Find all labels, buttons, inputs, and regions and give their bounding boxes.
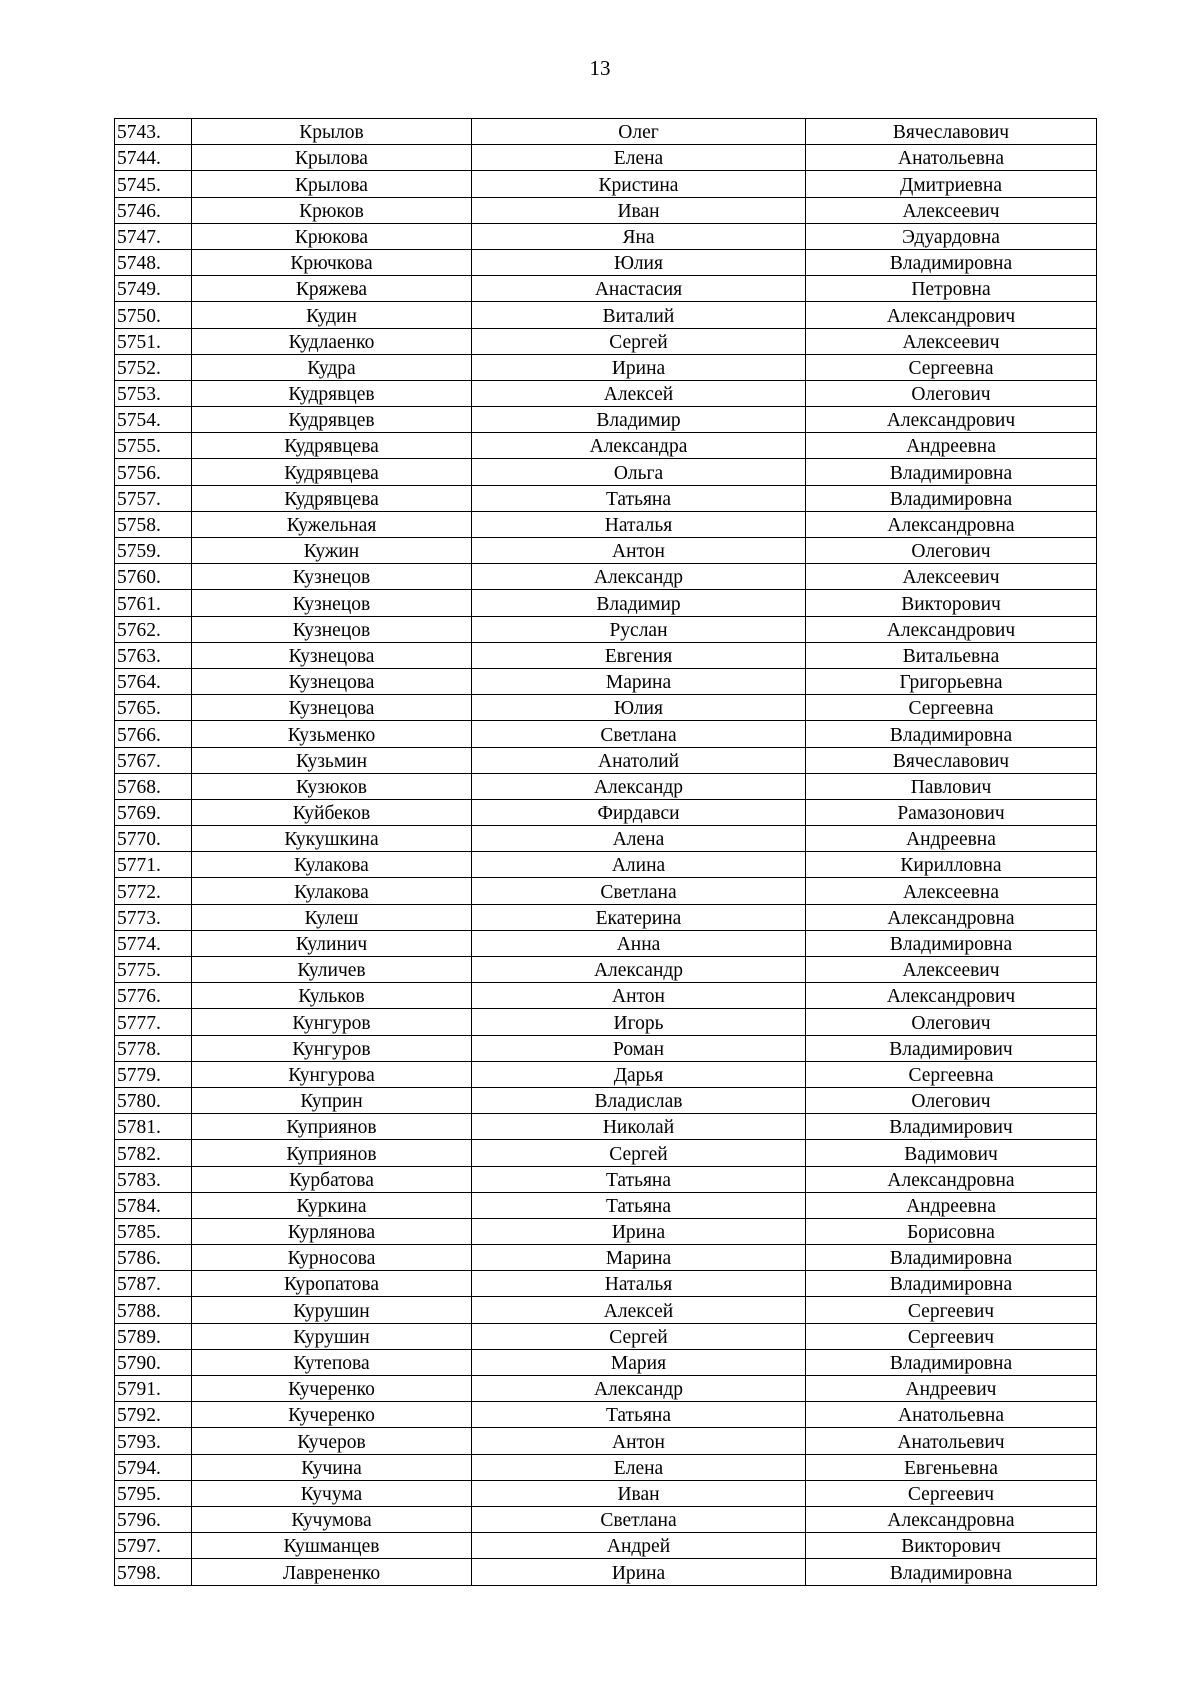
table-row [115,668,1097,694]
last-name-cell: Курбатова [192,1166,472,1192]
last-name-cell: Кузнецова [192,668,472,694]
row-number: 5789. [115,1323,192,1349]
first-name-cell: Марина [472,668,806,694]
patronymic-cell: Александрович [806,407,1097,433]
table-row [115,433,1097,459]
first-name-cell: Антон [472,983,806,1009]
last-name-cell: Куприянов [192,1114,472,1140]
patronymic-cell: Александровна [806,511,1097,537]
row-number: 5759. [115,538,192,564]
first-name-cell: Дарья [472,1061,806,1087]
row-number: 5783. [115,1166,192,1192]
last-name-cell: Курлянова [192,1218,472,1244]
patronymic-cell: Олегович [806,380,1097,406]
row-number: 5767. [115,747,192,773]
table-row [115,878,1097,904]
patronymic-cell: Владимировна [806,930,1097,956]
first-name-cell: Яна [472,223,806,249]
row-number: 5765. [115,695,192,721]
row-number: 5782. [115,1140,192,1166]
row-number: 5751. [115,328,192,354]
first-name-cell: Николай [472,1114,806,1140]
table-row [115,485,1097,511]
table-row [115,538,1097,564]
table-row [115,1009,1097,1035]
row-number: 5764. [115,668,192,694]
first-name-cell: Александр [472,773,806,799]
row-number: 5755. [115,433,192,459]
last-name-cell: Крылова [192,171,472,197]
table-row [115,171,1097,197]
last-name-cell: Кучумова [192,1506,472,1532]
first-name-cell: Мария [472,1349,806,1375]
row-number: 5754. [115,407,192,433]
patronymic-cell: Андреевна [806,433,1097,459]
row-number: 5752. [115,354,192,380]
last-name-cell: Кудра [192,354,472,380]
table-row [115,1140,1097,1166]
row-number: 5786. [115,1245,192,1271]
patronymic-cell: Сергеевна [806,695,1097,721]
first-name-cell: Татьяна [472,1166,806,1192]
last-name-cell: Кузюков [192,773,472,799]
last-name-cell: Куприянов [192,1140,472,1166]
first-name-cell: Руслан [472,616,806,642]
first-name-cell: Александра [472,433,806,459]
last-name-cell: Кульков [192,983,472,1009]
first-name-cell: Татьяна [472,485,806,511]
patronymic-cell: Вадимович [806,1140,1097,1166]
row-number: 5795. [115,1480,192,1506]
first-name-cell: Андрей [472,1533,806,1559]
row-number: 5762. [115,616,192,642]
row-number: 5771. [115,852,192,878]
first-name-cell: Ирина [472,1218,806,1244]
last-name-cell: Кудин [192,302,472,328]
row-number: 5778. [115,1035,192,1061]
first-name-cell: Александр [472,564,806,590]
row-number: 5774. [115,930,192,956]
patronymic-cell: Владимировна [806,1349,1097,1375]
last-name-cell: Куропатова [192,1271,472,1297]
last-name-cell: Кучума [192,1480,472,1506]
first-name-cell: Светлана [472,878,806,904]
patronymic-cell: Александрович [806,983,1097,1009]
first-name-cell: Антон [472,1428,806,1454]
row-number: 5793. [115,1428,192,1454]
last-name-cell: Кунгурова [192,1061,472,1087]
patronymic-cell: Олегович [806,1087,1097,1113]
first-name-cell: Екатерина [472,904,806,930]
first-name-cell: Фирдавси [472,799,806,825]
first-name-cell: Светлана [472,721,806,747]
first-name-cell: Олег [472,119,806,145]
first-name-cell: Светлана [472,1506,806,1532]
table-row [115,1245,1097,1271]
last-name-cell: Кузнецов [192,590,472,616]
row-number: 5788. [115,1297,192,1323]
first-name-cell: Елена [472,145,806,171]
row-number: 5797. [115,1533,192,1559]
row-number: 5784. [115,1192,192,1218]
first-name-cell: Сергей [472,1323,806,1349]
first-name-cell: Иван [472,1480,806,1506]
table-row [115,1402,1097,1428]
table-row [115,1035,1097,1061]
first-name-cell: Александр [472,1376,806,1402]
patronymic-cell: Владимировна [806,459,1097,485]
table-row [115,616,1097,642]
row-number: 5780. [115,1087,192,1113]
table-row [115,930,1097,956]
first-name-cell: Юлия [472,695,806,721]
first-name-cell: Марина [472,1245,806,1271]
row-number: 5796. [115,1506,192,1532]
patronymic-cell: Кирилловна [806,852,1097,878]
first-name-cell: Юлия [472,249,806,275]
last-name-cell: Кулинич [192,930,472,956]
patronymic-cell: Александрович [806,616,1097,642]
last-name-cell: Кудрявцев [192,380,472,406]
last-name-cell: Кудлаенко [192,328,472,354]
patronymic-cell: Евгеньевна [806,1454,1097,1480]
table-row [115,695,1097,721]
row-number: 5790. [115,1349,192,1375]
last-name-cell: Крюков [192,197,472,223]
table-row [115,590,1097,616]
patronymic-cell: Алексеевич [806,564,1097,590]
table-row [115,1454,1097,1480]
patronymic-cell: Сергеевич [806,1480,1097,1506]
patronymic-cell: Владимирович [806,1035,1097,1061]
first-name-cell: Ирина [472,354,806,380]
last-name-cell: Куприн [192,1087,472,1113]
row-number: 5769. [115,799,192,825]
row-number: 5758. [115,511,192,537]
table-row [115,852,1097,878]
row-number: 5750. [115,302,192,328]
table-row [115,1376,1097,1402]
last-name-cell: Кузьмин [192,747,472,773]
table-row [115,302,1097,328]
patronymic-cell: Владимировна [806,721,1097,747]
row-number: 5768. [115,773,192,799]
row-number: 5792. [115,1402,192,1428]
patronymic-cell: Эдуардовна [806,223,1097,249]
last-name-cell: Куркина [192,1192,472,1218]
first-name-cell: Алексей [472,1297,806,1323]
last-name-cell: Крылов [192,119,472,145]
patronymic-cell: Владимировна [806,485,1097,511]
names-table [114,118,1097,1586]
patronymic-cell: Дмитриевна [806,171,1097,197]
patronymic-cell: Анатольевна [806,145,1097,171]
table-row [115,747,1097,773]
table-row [115,249,1097,275]
last-name-cell: Кулакова [192,878,472,904]
table-row [115,773,1097,799]
patronymic-cell: Олегович [806,1009,1097,1035]
patronymic-cell: Рамазонович [806,799,1097,825]
patronymic-cell: Андреевич [806,1376,1097,1402]
table-row [115,1061,1097,1087]
last-name-cell: Кудрявцева [192,433,472,459]
patronymic-cell: Борисовна [806,1218,1097,1244]
last-name-cell: Крылова [192,145,472,171]
table-row [115,511,1097,537]
first-name-cell: Виталий [472,302,806,328]
table-row [115,328,1097,354]
last-name-cell: Курушин [192,1323,472,1349]
patronymic-cell: Витальевна [806,642,1097,668]
patronymic-cell: Анатольевич [806,1428,1097,1454]
last-name-cell: Крючкова [192,249,472,275]
last-name-cell: Кулакова [192,852,472,878]
first-name-cell: Наталья [472,511,806,537]
table-row [115,1297,1097,1323]
first-name-cell: Антон [472,538,806,564]
table-row [115,119,1097,145]
last-name-cell: Куличев [192,957,472,983]
patronymic-cell: Александровна [806,1506,1097,1532]
table-row [115,1559,1097,1585]
first-name-cell: Сергей [472,328,806,354]
table-row [115,1114,1097,1140]
table-row [115,1271,1097,1297]
first-name-cell: Евгения [472,642,806,668]
last-name-cell: Кукушкина [192,826,472,852]
last-name-cell: Кунгуров [192,1035,472,1061]
table-row [115,1428,1097,1454]
row-number: 5743. [115,119,192,145]
row-number: 5763. [115,642,192,668]
table-row [115,197,1097,223]
patronymic-cell: Викторович [806,1533,1097,1559]
patronymic-cell: Алексеевна [806,878,1097,904]
row-number: 5770. [115,826,192,852]
first-name-cell: Роман [472,1035,806,1061]
row-number: 5773. [115,904,192,930]
row-number: 5781. [115,1114,192,1140]
first-name-cell: Татьяна [472,1192,806,1218]
last-name-cell: Кучина [192,1454,472,1480]
table-row [115,904,1097,930]
first-name-cell: Алена [472,826,806,852]
last-name-cell: Кряжева [192,276,472,302]
table-row [115,1506,1097,1532]
first-name-cell: Владимир [472,407,806,433]
table-row [115,276,1097,302]
patronymic-cell: Анатольевна [806,1402,1097,1428]
first-name-cell: Игорь [472,1009,806,1035]
row-number: 5777. [115,1009,192,1035]
row-number: 5746. [115,197,192,223]
patronymic-cell: Алексеевич [806,957,1097,983]
first-name-cell: Владислав [472,1087,806,1113]
first-name-cell: Елена [472,1454,806,1480]
last-name-cell: Кужин [192,538,472,564]
last-name-cell: Кучеренко [192,1402,472,1428]
table-row [115,459,1097,485]
patronymic-cell: Сергеевич [806,1297,1097,1323]
first-name-cell: Ирина [472,1559,806,1585]
last-name-cell: Кунгуров [192,1009,472,1035]
first-name-cell: Алексей [472,380,806,406]
table-row [115,1480,1097,1506]
table-row [115,1533,1097,1559]
first-name-cell: Александр [472,957,806,983]
last-name-cell: Куйбеков [192,799,472,825]
row-number: 5772. [115,878,192,904]
patronymic-cell: Владимировна [806,249,1097,275]
row-number: 5791. [115,1376,192,1402]
patronymic-cell: Владимировна [806,1271,1097,1297]
first-name-cell: Владимир [472,590,806,616]
first-name-cell: Наталья [472,1271,806,1297]
row-number: 5756. [115,459,192,485]
row-number: 5753. [115,380,192,406]
patronymic-cell: Владимирович [806,1114,1097,1140]
last-name-cell: Кудрявцева [192,485,472,511]
last-name-cell: Курушин [192,1297,472,1323]
last-name-cell: Кутепова [192,1349,472,1375]
patronymic-cell: Вячеславович [806,747,1097,773]
row-number: 5787. [115,1271,192,1297]
table-row [115,354,1097,380]
patronymic-cell: Вячеславович [806,119,1097,145]
table-row [115,642,1097,668]
row-number: 5766. [115,721,192,747]
row-number: 5794. [115,1454,192,1480]
row-number: 5748. [115,249,192,275]
row-number: 5744. [115,145,192,171]
first-name-cell: Анатолий [472,747,806,773]
first-name-cell: Алина [472,852,806,878]
patronymic-cell: Петровна [806,276,1097,302]
last-name-cell: Кужельная [192,511,472,537]
first-name-cell: Ольга [472,459,806,485]
page-number: 13 [589,56,611,80]
patronymic-cell: Алексеевич [806,197,1097,223]
last-name-cell: Лаврененко [192,1559,472,1585]
names-table-body [115,119,1097,1586]
last-name-cell: Крюкова [192,223,472,249]
row-number: 5747. [115,223,192,249]
last-name-cell: Кулеш [192,904,472,930]
patronymic-cell: Владимировна [806,1559,1097,1585]
last-name-cell: Кучеренко [192,1376,472,1402]
table-row [115,564,1097,590]
table-row [115,721,1097,747]
row-number: 5775. [115,957,192,983]
first-name-cell: Анастасия [472,276,806,302]
first-name-cell: Иван [472,197,806,223]
patronymic-cell: Сергеевна [806,354,1097,380]
table-row [115,145,1097,171]
row-number: 5749. [115,276,192,302]
table-row [115,1323,1097,1349]
patronymic-cell: Андреевна [806,826,1097,852]
table-row [115,983,1097,1009]
table-row [115,1166,1097,1192]
patronymic-cell: Александрович [806,302,1097,328]
table-row [115,223,1097,249]
table-row [115,1349,1097,1375]
table-row [115,380,1097,406]
last-name-cell: Кузнецов [192,616,472,642]
last-name-cell: Кудрявцев [192,407,472,433]
patronymic-cell: Павлович [806,773,1097,799]
row-number: 5798. [115,1559,192,1585]
first-name-cell: Анна [472,930,806,956]
last-name-cell: Кузьменко [192,721,472,747]
first-name-cell: Сергей [472,1140,806,1166]
table-row [115,826,1097,852]
patronymic-cell: Григорьевна [806,668,1097,694]
row-number: 5745. [115,171,192,197]
table-row [115,957,1097,983]
patronymic-cell: Александровна [806,904,1097,930]
last-name-cell: Курносова [192,1245,472,1271]
last-name-cell: Кузнецова [192,695,472,721]
row-number: 5785. [115,1218,192,1244]
table-row [115,1087,1097,1113]
table-row [115,799,1097,825]
patronymic-cell: Алексеевич [806,328,1097,354]
patronymic-cell: Сергеевна [806,1061,1097,1087]
patronymic-cell: Олегович [806,538,1097,564]
last-name-cell: Кудрявцева [192,459,472,485]
row-number: 5779. [115,1061,192,1087]
patronymic-cell: Андреевна [806,1192,1097,1218]
last-name-cell: Кузнецова [192,642,472,668]
row-number: 5760. [115,564,192,590]
row-number: 5761. [115,590,192,616]
table-row [115,1192,1097,1218]
patronymic-cell: Сергеевич [806,1323,1097,1349]
patronymic-cell: Владимировна [806,1245,1097,1271]
table-row [115,407,1097,433]
row-number: 5776. [115,983,192,1009]
last-name-cell: Кузнецов [192,564,472,590]
patronymic-cell: Викторович [806,590,1097,616]
first-name-cell: Татьяна [472,1402,806,1428]
row-number: 5757. [115,485,192,511]
patronymic-cell: Александровна [806,1166,1097,1192]
last-name-cell: Кучеров [192,1428,472,1454]
table-row [115,1218,1097,1244]
last-name-cell: Кушманцев [192,1533,472,1559]
first-name-cell: Кристина [472,171,806,197]
